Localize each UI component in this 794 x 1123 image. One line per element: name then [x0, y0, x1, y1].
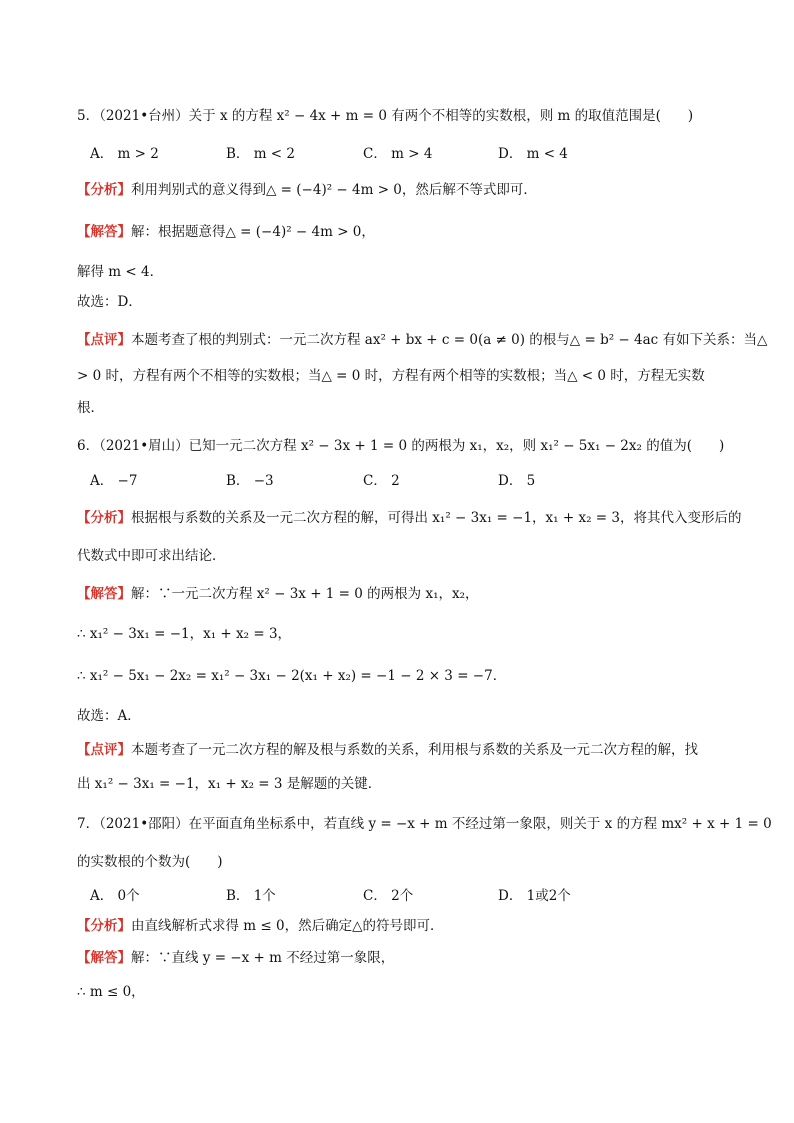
q5-option-c: C． m > 4	[363, 146, 433, 162]
q6-analysis-1	[77, 508, 741, 528]
comment-text: 本题考查了一元二次方程的解及根与系数的关系，利用根与系数的关系及一元二次方程的解，找	[131, 742, 698, 758]
comment-text: 本题考查了根的判别式：一元二次方程 ax² + bx + c = 0(a ≠ 0) 的根与△ = b² − 4ac 有如下关系：当△	[131, 332, 768, 348]
q6-option-c: C． 2	[363, 473, 400, 489]
analysis-text: 由直线解析式求得 m ≤ 0，然后确定△的符号即可．	[131, 918, 444, 934]
q5-solution-3: 故选：D．	[77, 294, 142, 310]
q5-comment-3: 根．	[77, 400, 104, 416]
q6-analysis-2: 代数式中即可求出结论．	[77, 548, 226, 564]
q7-stem-1: 7．（2021•邵阳）在平面直角坐标系中，若直线 y = −x + m 不经过第一象限，则关于 x 的方程 mx² + x + 1 = 0	[77, 816, 772, 832]
q7-option-c: C． 2个	[363, 888, 414, 904]
q7-stem-2: 的实数根的个数为( )	[77, 854, 223, 870]
q6-solution-1	[77, 584, 479, 604]
q7-option-b: B． 1个	[226, 888, 276, 904]
q5-solution-2: 解得 m < 4．	[77, 264, 164, 280]
q7-option-d: D． 1或2个	[498, 888, 571, 904]
solution-tag: 【解答】	[77, 950, 131, 966]
q5-option-b: B． m < 2	[226, 146, 295, 162]
comment-tag: 【点评】	[77, 742, 131, 758]
q6-stem: 6．（2021•眉山）已知一元二次方程 x² − 3x + 1 = 0 的两根为 x₁，x₂，则 x₁² − 5x₁ − 2x₂ 的值为( )	[77, 438, 725, 454]
q6-option-b: B． −3	[226, 473, 274, 489]
q5-analysis	[77, 180, 537, 200]
analysis-tag: 【分析】	[77, 182, 131, 198]
q6-comment-1	[77, 740, 698, 760]
q5-option-d: D． m < 4	[498, 146, 568, 162]
q5-comment-1	[77, 330, 767, 350]
solution-text: 解：∵直线 y = −x + m 不经过第一象限，	[131, 950, 395, 966]
q6-solution-3: ∴ x₁² − 5x₁ − 2x₂ = x₁² − 3x₁ − 2(x₁ + x₂) = −1 − 2 × 3 = −7．	[77, 668, 507, 684]
q5-option-a: A． m > 2	[90, 146, 159, 162]
q5-solution-1	[77, 222, 375, 242]
q7-analysis	[77, 916, 443, 936]
q7-solution-1	[77, 948, 394, 968]
solution-text: 解：根据题意得△ = (−4)² − 4m > 0，	[131, 224, 375, 240]
analysis-text: 根据根与系数的关系及一元二次方程的解，可得出 x₁² − 3x₁ = −1，x₁ + x₂ = 3，将其代入变形后的	[131, 510, 742, 526]
analysis-tag: 【分析】	[77, 918, 131, 934]
q5-comment-2: > 0 时，方程有两个不相等的实数根；当△ = 0 时，方程有两个相等的实数根；当△ < 0 时，方程无实数	[77, 368, 705, 384]
comment-tag: 【点评】	[77, 332, 131, 348]
solution-text: 解：∵一元二次方程 x² − 3x + 1 = 0 的两根为 x₁，x₂，	[131, 586, 479, 602]
q6-solution-2: ∴ x₁² − 3x₁ = −1，x₁ + x₂ = 3，	[77, 626, 292, 642]
q5-stem: 5．（2021•台州）关于 x 的方程 x² − 4x + m = 0 有两个不相等的实数根，则 m 的取值范围是( )	[77, 108, 694, 124]
q6-option-a: A． −7	[90, 473, 138, 489]
q7-solution-2: ∴ m ≤ 0，	[77, 984, 145, 1000]
analysis-text: 利用判别式的意义得到△ = (−4)² − 4m > 0，然后解不等式即可．	[131, 182, 537, 198]
solution-tag: 【解答】	[77, 586, 131, 602]
q6-comment-2: 出 x₁² − 3x₁ = −1，x₁ + x₂ = 3 是解题的关键．	[77, 776, 382, 792]
q6-option-d: D． 5	[498, 473, 536, 489]
q6-solution-4: 故选：A．	[77, 708, 141, 724]
analysis-tag: 【分析】	[77, 510, 131, 526]
q7-option-a: A． 0个	[90, 888, 140, 904]
solution-tag: 【解答】	[77, 224, 131, 240]
